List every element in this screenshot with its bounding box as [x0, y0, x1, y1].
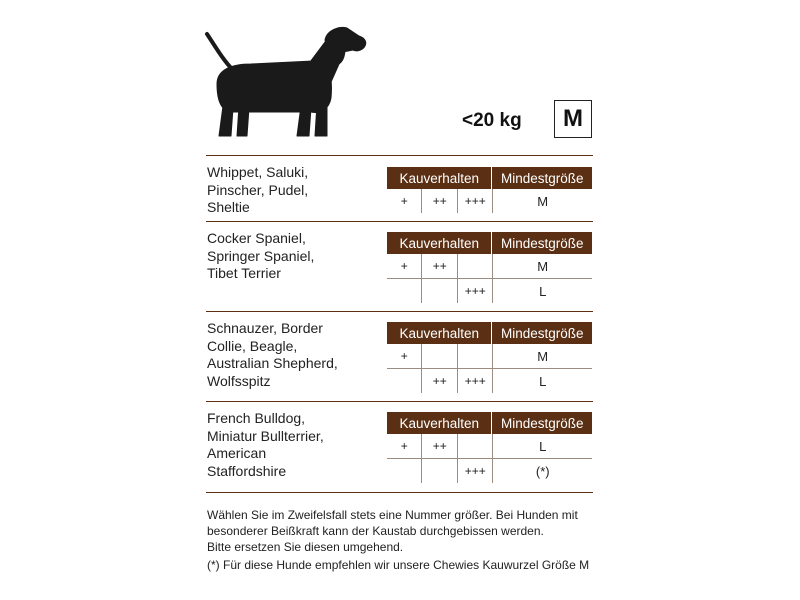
size-cell: L [492, 434, 592, 458]
chew-cell: ++ [421, 369, 456, 393]
divider-line [206, 492, 593, 493]
table-row [387, 368, 592, 393]
chewing-header: Kauverhalten [399, 325, 480, 341]
chew-cell: +++ [457, 369, 492, 393]
chew-table-2 [387, 232, 592, 303]
chew-table-3 [387, 322, 592, 393]
table-row [387, 458, 592, 483]
table-row [387, 189, 592, 213]
chew-cell [457, 434, 492, 458]
chew-cell [421, 344, 456, 368]
table-header [387, 167, 592, 189]
divider-line [206, 401, 593, 402]
chew-cell: + [400, 194, 408, 208]
chew-cell [387, 459, 421, 483]
min-size-header: Mindestgröße [491, 167, 592, 189]
chew-cell [421, 459, 456, 483]
size-badge: M [554, 100, 592, 138]
breed-list-3: Schnauzer, Border Collie, Beagle, Australian Shepherd, Wolfsspitz [207, 320, 338, 389]
size-cell: M [492, 254, 592, 278]
divider-line [206, 221, 593, 222]
min-size-header: Mindestgröße [491, 412, 592, 434]
chew-cell: +++ [457, 189, 492, 213]
chew-table-4 [387, 412, 592, 483]
min-size-header: Mindestgröße [491, 322, 592, 344]
size-cell: (*) [492, 459, 592, 483]
chew-cell: + [400, 439, 408, 453]
table-row [387, 344, 592, 368]
chew-cell [457, 254, 492, 278]
chew-cell [387, 369, 421, 393]
chew-cell: ++ [421, 254, 456, 278]
chewing-header: Kauverhalten [399, 235, 480, 251]
table-row [387, 254, 592, 278]
breed-list-2: Cocker Spaniel, Springer Spaniel, Tibet Terrier [207, 230, 315, 281]
table-row [387, 434, 592, 458]
divider-line [206, 155, 593, 156]
chew-cell: ++ [421, 189, 456, 213]
chew-cell: ++ [421, 434, 456, 458]
size-cell: L [492, 369, 592, 393]
table-row [387, 278, 592, 303]
breed-list-4: French Bulldog, Miniatur Bullterrier, American Staffordshire [207, 410, 324, 479]
breed-list-1: Whippet, Saluki, Pinscher, Pudel, Sheltie [207, 164, 309, 215]
table-header [387, 322, 592, 344]
chew-cell: + [400, 259, 408, 273]
dog-silhouette-icon [203, 26, 367, 140]
chew-cell [457, 344, 492, 368]
size-cell: M [492, 189, 592, 213]
size-cell: L [492, 279, 592, 303]
chew-cell: + [400, 349, 408, 363]
divider-line [206, 311, 593, 312]
chew-cell [421, 279, 456, 303]
weight-label: <20 kg [462, 110, 522, 131]
chew-cell: +++ [457, 459, 492, 483]
footnote: (*) Für diese Hunde empfehlen wir unsere Chewies Kauwurzel Größe M [207, 558, 590, 572]
table-header [387, 232, 592, 254]
size-cell: M [492, 344, 592, 368]
table-header [387, 412, 592, 434]
chewing-header: Kauverhalten [399, 415, 480, 431]
advice-note: Wählen Sie im Zweifelsfall stets eine Nummer größer. Bei Hunden mit besonderer Beißkraft kann der Kaustab durchgebissen werden. Bitte ersetzen Sie diesen umgehend. [207, 508, 578, 554]
chew-cell: +++ [457, 279, 492, 303]
chew-table-1 [387, 167, 592, 213]
min-size-header: Mindestgröße [491, 232, 592, 254]
chew-cell [387, 279, 421, 303]
chewing-header: Kauverhalten [399, 170, 480, 186]
